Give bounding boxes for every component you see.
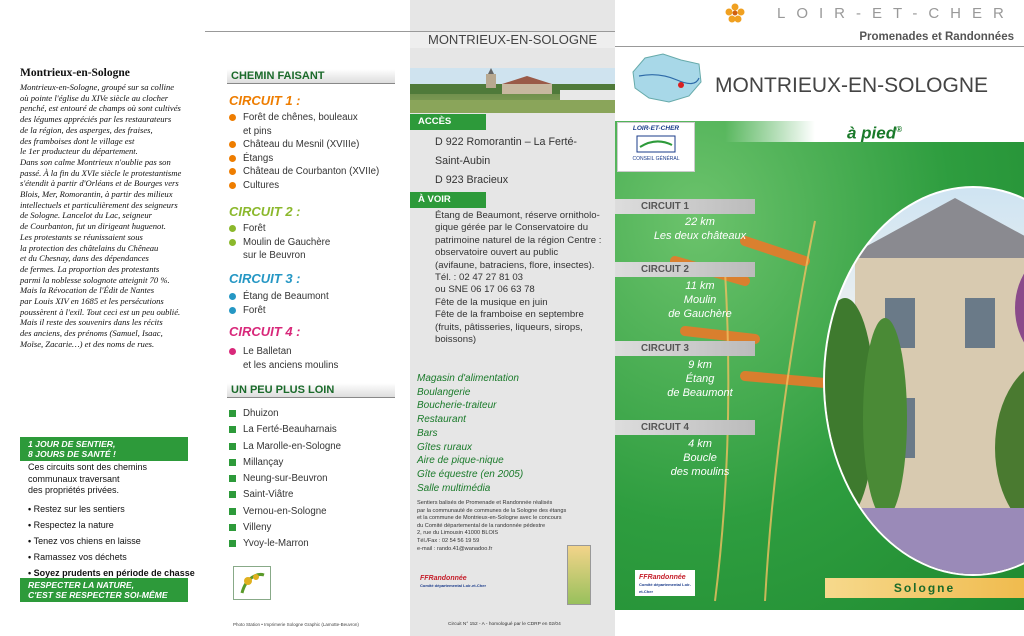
voir-line: patrimoine naturel de la région Centre : xyxy=(435,234,602,246)
rules-list xyxy=(28,501,195,581)
ffr-committee: Comité départemental Loir-et-Cher xyxy=(639,582,692,594)
plus-loin-heading: UN PEU PLUS LOIN xyxy=(227,383,395,398)
motto-footer xyxy=(20,578,188,602)
history-line: Mais la Révocation de l'Édit de Nantes xyxy=(20,285,155,296)
voir-line: (fruits, pâtisseries, liqueurs, sirops, xyxy=(435,321,583,333)
circuit-1-info xyxy=(615,215,785,243)
item-text: Cultures xyxy=(243,179,280,191)
list-item xyxy=(229,222,330,236)
mode-text: à pied xyxy=(846,123,897,143)
circuit-distance: 4 km xyxy=(688,438,712,450)
history-line: et du Chesnay, dans des dépendances xyxy=(20,253,149,264)
circuit-4-title: CIRCUIT 4 : xyxy=(229,324,301,339)
intro-line: communaux traversant xyxy=(28,473,120,484)
history-line: intellectuels et particulièrement des seigneurs xyxy=(20,199,178,210)
item-text: et pins xyxy=(243,125,272,137)
list-item xyxy=(229,125,379,139)
motto-footer-line: C'EST SE RESPECTER SOI-MÊME xyxy=(28,590,168,600)
list-item xyxy=(229,345,338,359)
history-line: Dans son calme Montrieux n'oublie pas son xyxy=(20,156,171,167)
history-title: Montrieux-en-Sologne xyxy=(20,67,130,79)
history-line: poussèrent à l'exil. Tout ceci est un peu oublié. xyxy=(20,306,181,317)
history-line: des framboises dont le village est xyxy=(20,135,135,146)
history-line: Blois, Mer, Romorantin, à partir des milieux xyxy=(20,189,173,200)
circuit-name: Étang xyxy=(685,373,715,385)
acces-label: ACCÈS xyxy=(410,114,486,130)
ffr-name: FFRandonnée xyxy=(639,574,686,581)
credit-line: 2, rue du Limousin 41000 BLOIS xyxy=(417,530,499,537)
town-item: Yvoy-le-Marron xyxy=(229,536,341,552)
service-item: Bars xyxy=(417,427,438,439)
voir-line: Fête de la framboise en septembre xyxy=(435,309,584,321)
voir-line: Tél. : 02 47 27 81 03 xyxy=(435,272,524,284)
credit-line: e-mail : rando.41@wanadoo.fr xyxy=(417,545,493,552)
leader-logo-icon xyxy=(233,566,271,600)
service-item: Aire de pique-nique xyxy=(417,455,504,467)
voir-line: ou SNE 06 17 06 63 78 xyxy=(435,284,535,296)
town-item: Millançay xyxy=(229,455,341,471)
history-line: des légumes appréciés par les restaurateurs xyxy=(20,114,172,125)
circuit-name: Moulin xyxy=(683,294,717,306)
voir-line: Étang de Beaumont, réserve ornitholo- xyxy=(435,210,600,221)
bullet-orange-icon xyxy=(229,141,236,148)
voir-line: boissons) xyxy=(435,334,477,346)
list-item xyxy=(229,138,379,152)
history-line: parmi la noblesse solognote atteignit 70 %. xyxy=(20,274,170,285)
history-line: la protection des châtelains du Chêneau xyxy=(20,242,159,253)
item-text: sur le Beuvron xyxy=(243,250,306,262)
list-item xyxy=(229,152,379,166)
bullet-pink-icon xyxy=(229,348,236,355)
rule-item: • Soyez prudents en période de chasse xyxy=(28,565,195,581)
credit-line: et la commune de Montrieux-en-Sologne avec le concours xyxy=(417,515,562,522)
rule-item: • Tenez vos chiens en laisse xyxy=(28,533,195,549)
rule-item: • Ramassez vos déchets xyxy=(28,549,195,565)
history-line: Moïse, Zacarie…) et des noms de rues. xyxy=(20,338,155,349)
a-voir-label: À VOIR xyxy=(410,192,486,208)
circuit-1-list xyxy=(229,111,379,193)
intro-line: des propriétés privées. xyxy=(28,485,120,495)
list-item xyxy=(229,359,338,373)
history-line: des anciens, des prénoms (Samuel, Isaac, xyxy=(20,328,163,339)
service-item: Magasin d'alimentation xyxy=(417,373,519,384)
voir-line: Fête de la musique en juin xyxy=(435,296,548,308)
item-text: Étang de Beaumont xyxy=(243,291,329,302)
mode-banner xyxy=(725,118,1024,142)
rule-item: • Respectez la nature xyxy=(28,517,195,533)
history-line: de Sologne. Lancelot du Lac, seigneur xyxy=(20,210,152,221)
motto-heading xyxy=(20,437,188,461)
town-item: Villeny xyxy=(229,520,341,536)
service-item: Restaurant xyxy=(417,414,466,426)
conservatoire-logo-icon xyxy=(567,545,591,605)
list-item xyxy=(229,249,330,263)
cover-title: MONTRIEUX-EN-SOLOGNE xyxy=(715,74,989,97)
credit-line: Sentiers balisés de Promenade et Randonnée réalisés xyxy=(417,500,553,506)
village-photo xyxy=(410,68,615,113)
item-text: Le Balletan xyxy=(243,346,292,357)
list-item xyxy=(229,236,330,250)
history-line: de Courbanton, fut un dirigeant huguenot. xyxy=(20,221,166,232)
list-item xyxy=(229,304,329,318)
department-map-icon xyxy=(629,52,705,104)
motto-heading-line: 8 JOURS DE SANTÉ ! xyxy=(28,449,116,459)
circuit-2-tag: CIRCUIT 2 xyxy=(615,262,755,277)
crest-top-text: LOIR-ET-CHER xyxy=(632,125,680,132)
service-item: Boulangerie xyxy=(417,386,471,398)
ffr-name: FFRandonnée xyxy=(420,575,467,582)
crest-icon xyxy=(636,135,676,153)
history-line: penché, est entouré de champs où sont cultivés xyxy=(20,103,181,114)
circuit-homologation: Circuit N° 152 - A - homologué par le CDRP en 02/04 xyxy=(448,622,561,627)
circuit-4-list xyxy=(229,345,338,372)
town-item: Vernou-en-Sologne xyxy=(229,504,341,520)
item-text: Moulin de Gauchère xyxy=(243,236,331,248)
history-line: où pointe l'église du XIVe siècle au clocher xyxy=(20,92,169,103)
list-item xyxy=(229,290,329,304)
item-text: Château de Courbanton (XVIIe) xyxy=(243,166,380,178)
panel-circuits xyxy=(205,0,410,636)
circuit-name: de Gauchère xyxy=(668,308,732,320)
motto-intro xyxy=(28,462,147,497)
bullet-orange-icon xyxy=(229,155,236,162)
rule-item: • Restez sur les sentiers xyxy=(28,501,195,517)
panel-access xyxy=(410,0,615,636)
motto-footer-line: RESPECTER LA NATURE, xyxy=(28,580,134,590)
service-item: Gîte équestre (en 2005) xyxy=(417,468,524,480)
acces-line: D 923 Bracieux xyxy=(435,174,509,186)
credit-line: par la communauté de communes de la Sologne des étangs xyxy=(417,507,567,514)
circuit-name: Les deux châteaux xyxy=(653,230,747,242)
circuit-4-tag: CIRCUIT 4 xyxy=(615,420,755,435)
ffr-committee: Comité départemental Loir-et-Cher xyxy=(420,583,487,588)
town-item: La Marolle-en-Sologne xyxy=(229,439,341,455)
circuit-1-title: CIRCUIT 1 : xyxy=(229,93,301,108)
circuit-name: des moulins xyxy=(670,466,730,478)
ffrandonnee-cover-logo xyxy=(635,570,695,596)
list-item xyxy=(229,111,379,125)
circuit-4-info xyxy=(615,437,785,479)
ffrandonnee-logo xyxy=(420,575,486,589)
circuit-3-tag: CIRCUIT 3 xyxy=(615,341,755,356)
circuit-2-list xyxy=(229,222,330,263)
history-line: s'étendit à partir d'Orléans et de Bourges vers xyxy=(20,178,179,189)
history-line: Les protestants se réunissaient sous xyxy=(20,231,143,242)
item-text: et les anciens moulins xyxy=(243,359,339,371)
crest-bottom-text: CONSEIL GÉNÉRAL xyxy=(632,156,680,162)
service-item: Salle multimédia xyxy=(417,482,491,494)
print-credit: Photo Station • Imprimerie Sologne Graphic (Lamotte-Beuvron) xyxy=(233,622,359,627)
item-text: Forêt xyxy=(243,304,266,316)
chemin-faisant-heading: CHEMIN FAISANT xyxy=(227,69,395,84)
town-header: MONTRIEUX-EN-SOLOGNE xyxy=(410,31,615,48)
registered-mark: ® xyxy=(896,125,903,134)
item-text: Étangs xyxy=(243,152,274,164)
circuit-3-list xyxy=(229,290,329,317)
bullet-orange-icon xyxy=(229,182,236,189)
circuit-3-title: CIRCUIT 3 : xyxy=(229,271,301,286)
town-item: La Ferté-Beauharnais xyxy=(229,422,341,438)
flower-logo-icon xyxy=(725,3,745,23)
history-line: de la région, des asperges, des fraises, xyxy=(20,124,153,135)
bullet-green-icon xyxy=(229,225,236,232)
bullet-green-icon xyxy=(229,239,236,246)
history-line: par Louis XIV en 1685 et les persécutions xyxy=(20,296,164,307)
nearby-towns-list xyxy=(229,406,341,553)
top-divider xyxy=(615,46,1024,47)
voir-line: observatoire ouvert au public xyxy=(435,247,559,259)
circuit-distance: 22 km xyxy=(685,216,715,228)
bullet-blue-icon xyxy=(229,293,236,300)
acces-line: D 922 Romorantin – La Ferté- xyxy=(435,136,577,148)
credits-text xyxy=(417,500,566,553)
circuit-name: de Beaumont xyxy=(667,387,733,399)
history-text xyxy=(20,82,200,350)
panel-cover xyxy=(615,0,1024,636)
voir-line: gique gérée par le Conservatoire du xyxy=(435,222,589,234)
circuit-1-tag: CIRCUIT 1 xyxy=(615,199,755,214)
circuit-distance: 9 km xyxy=(688,359,712,371)
service-item: Gîtes ruraux xyxy=(417,441,473,453)
circuit-2-title: CIRCUIT 2 : xyxy=(229,204,301,219)
item-text: Forêt xyxy=(243,223,266,234)
intro-line: Ces circuits sont des chemins xyxy=(28,462,148,472)
history-line: Mais il reste des souvenirs dans les récits xyxy=(20,317,163,328)
item-text: Château du Mesnil (XVIIIe) xyxy=(243,139,360,151)
services-list xyxy=(417,372,523,495)
voir-line: (avifaune, batraciens, flore, insectes). xyxy=(435,259,595,271)
circuit-2-info xyxy=(615,279,785,321)
bullet-blue-icon xyxy=(229,307,236,314)
acces-line: Saint-Aubin xyxy=(435,155,491,167)
circuit-name: Boucle xyxy=(683,452,717,464)
circuit-3-info xyxy=(615,358,785,400)
credit-line: du Comité départemental de la randonnée pédestre xyxy=(417,522,546,529)
history-line: passé. À la fin du XVIe siècle le protestantisme xyxy=(20,167,182,178)
circuit-distance: 11 km xyxy=(685,280,715,292)
history-line: le 1er producteur du département. xyxy=(20,146,138,157)
a-voir-text xyxy=(435,210,601,346)
bullet-orange-icon xyxy=(229,114,236,121)
top-divider xyxy=(205,31,410,32)
brand-subtitle: Promenades et Randonnées xyxy=(859,31,1014,43)
list-item xyxy=(229,165,379,179)
history-line: de fermes. La proportion des protestants xyxy=(20,263,160,274)
town-item: Saint-Viâtre xyxy=(229,487,341,503)
history-line: Montrieux-en-Sologne, groupé sur sa colline xyxy=(20,82,175,92)
service-item: Boucherie-traiteur xyxy=(417,400,497,412)
town-item: Neung-sur-Beuvron xyxy=(229,471,341,487)
bullet-orange-icon xyxy=(229,168,236,175)
item-text: Forêt de chênes, bouleaux xyxy=(243,112,358,123)
motto-heading-line: 1 JOUR DE SENTIER, xyxy=(28,439,116,449)
panel-history xyxy=(0,0,205,636)
region-banner: Sologne xyxy=(825,578,1024,598)
conseil-general-logo xyxy=(617,122,695,172)
credit-line: Tél./Fax : 02 54 56 19 59 xyxy=(417,537,480,544)
brand-name: LOIR-ET-CHER xyxy=(777,5,1015,22)
town-item: Dhuizon xyxy=(229,406,341,422)
list-item xyxy=(229,179,379,193)
acces-text xyxy=(435,133,577,190)
